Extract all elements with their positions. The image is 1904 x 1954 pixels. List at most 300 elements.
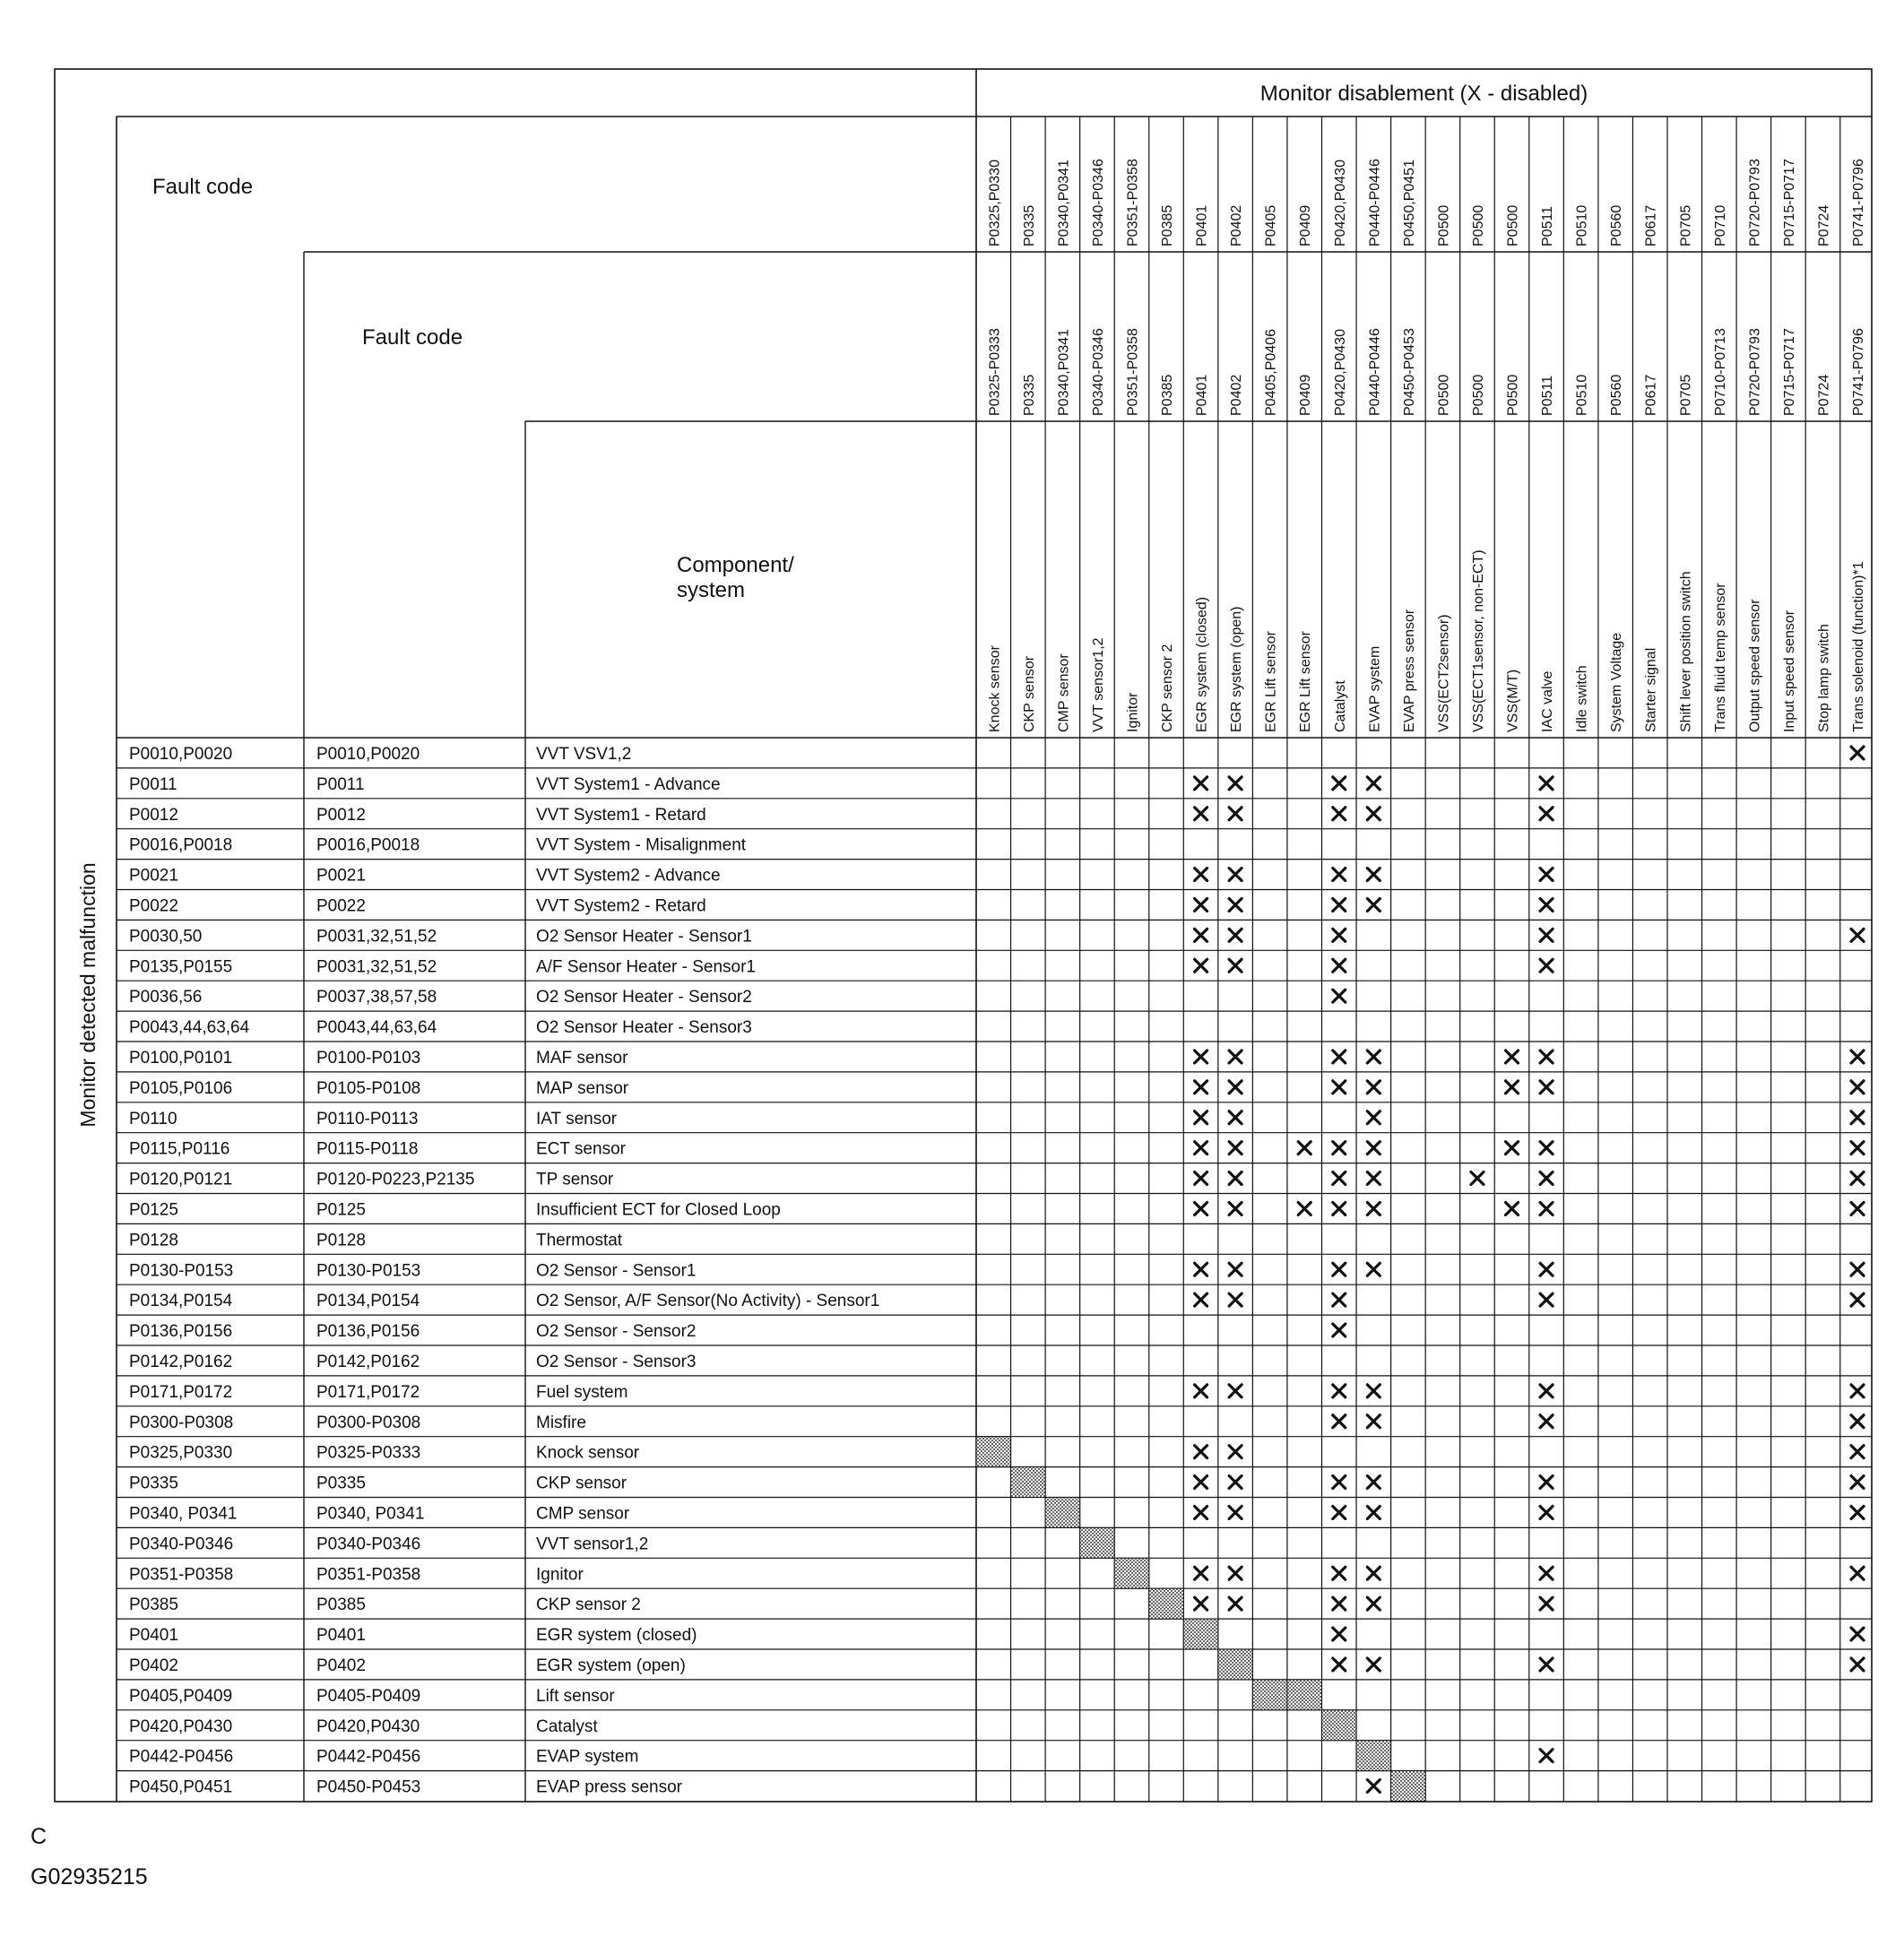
row-fault-code-2: P0100-P0103	[316, 1048, 421, 1068]
footer-letter: C	[30, 1824, 48, 1849]
disabled-x-mark	[1229, 1597, 1242, 1610]
row-fault-code-1: P0105,P0106	[129, 1078, 233, 1098]
column-code-1: P0385	[1160, 204, 1176, 246]
disabled-x-mark	[1367, 1506, 1380, 1518]
column-code-1: P0440-P0446	[1367, 159, 1383, 246]
row-component: IAT sensor	[536, 1109, 618, 1128]
disabled-x-mark	[1333, 808, 1346, 820]
disabled-x-mark	[1540, 1202, 1553, 1215]
shaded-cell	[1149, 1588, 1184, 1619]
column-code-2: P0617	[1643, 374, 1659, 416]
column-name: Trans fluid temp sensor	[1712, 583, 1728, 732]
disabled-x-mark	[1229, 808, 1242, 820]
disabled-x-mark	[1333, 1476, 1346, 1489]
row-fault-code-1: P0171,P0172	[129, 1382, 233, 1402]
disabled-x-mark	[1851, 1263, 1864, 1275]
disabled-x-mark	[1333, 1628, 1346, 1640]
row-fault-code-2: P0031,32,51,52	[316, 927, 437, 947]
column-code-1: P0325,P0330	[987, 160, 1003, 246]
column-code-1: P0715-P0717	[1781, 159, 1797, 246]
row-fault-code-2: P0335	[316, 1474, 366, 1493]
disabled-x-mark	[1851, 1202, 1864, 1215]
disabled-x-mark	[1333, 777, 1346, 790]
disabled-x-mark	[1851, 1415, 1864, 1428]
row-fault-code-1: P0012	[129, 805, 178, 825]
column-name: EVAP system	[1367, 645, 1383, 732]
row-fault-code-1: P0351-P0358	[129, 1565, 234, 1585]
row-fault-code-1: P0010,P0020	[129, 744, 233, 764]
row-component: EGR system (open)	[536, 1656, 686, 1675]
row-fault-code-1: P0021	[129, 866, 178, 886]
disabled-x-mark	[1195, 898, 1207, 911]
column-code-2: P0340-P0346	[1090, 328, 1106, 416]
shaded-cell	[976, 1437, 1011, 1467]
column-code-1: P0340,P0341	[1056, 160, 1072, 246]
row-component: VVT System2 - Advance	[536, 866, 721, 886]
disabled-x-mark	[1333, 869, 1346, 881]
disabled-x-mark	[1229, 929, 1242, 941]
row-fault-code-1: P0385	[129, 1595, 178, 1615]
disabled-x-mark	[1367, 1780, 1380, 1793]
column-code-2: P0351-P0358	[1125, 328, 1141, 416]
shaded-cell	[1183, 1619, 1218, 1649]
column-code-2: P0511	[1540, 375, 1556, 416]
row-component: O2 Sensor Heater - Sensor2	[536, 988, 752, 1007]
row-component: VVT System1 - Retard	[536, 805, 706, 825]
row-component: VVT System2 - Retard	[536, 896, 706, 916]
disabled-x-mark	[1540, 1263, 1553, 1275]
column-code-1: P0705	[1678, 204, 1694, 246]
row-fault-code-2: P0134,P0154	[316, 1292, 420, 1311]
row-fault-code-2: P0120-P0223,P2135	[316, 1170, 475, 1189]
row-fault-code-2: P0125	[316, 1200, 366, 1220]
column-code-1: P0741-P0796	[1851, 159, 1867, 246]
disabled-x-mark	[1333, 959, 1346, 972]
disabled-x-mark	[1229, 1172, 1242, 1185]
disabled-x-mark	[1195, 1567, 1207, 1579]
component-label-line2: system	[677, 578, 746, 602]
disabled-x-mark	[1229, 1142, 1242, 1154]
row-component: EGR system (closed)	[536, 1626, 697, 1646]
row-fault-code-2: P0450-P0453	[316, 1777, 421, 1797]
disabled-x-mark	[1540, 1415, 1553, 1428]
row-fault-code-1: P0110	[129, 1109, 177, 1128]
column-code-2: P0510	[1574, 374, 1590, 416]
row-fault-code-2: P0340, P0341	[316, 1504, 425, 1524]
disabled-x-mark	[1333, 898, 1346, 911]
row-fault-code-2: P0016,P0018	[316, 835, 420, 855]
figure-id: G02935215	[30, 1864, 148, 1889]
disabled-x-mark	[1367, 1263, 1380, 1275]
column-code-1: P0510	[1574, 204, 1590, 246]
column-code-1: P0710	[1712, 204, 1728, 246]
disabled-x-mark	[1540, 1658, 1553, 1671]
disabled-x-mark	[1195, 1446, 1207, 1458]
column-code-2: P0325-P0333	[987, 328, 1003, 416]
column-code-2: P0440-P0446	[1367, 328, 1383, 416]
disabled-x-mark	[1851, 1658, 1864, 1671]
row-fault-code-1: P0022	[129, 896, 178, 916]
row-fault-code-2: P0115-P0118	[316, 1139, 419, 1159]
row-fault-code-2: P0043,44,63,64	[316, 1018, 437, 1038]
monitor-disablement-title: Monitor disablement (X - disabled)	[1259, 82, 1588, 106]
column-name: VSS(M/T)	[1505, 669, 1521, 732]
disabled-x-mark	[1506, 1142, 1519, 1154]
disabled-x-mark	[1229, 1446, 1242, 1458]
row-component: Misfire	[536, 1413, 586, 1432]
row-fault-code-1: P0420,P0430	[129, 1716, 233, 1736]
disabled-x-mark	[1367, 1202, 1380, 1215]
row-fault-code-1: P0402	[129, 1656, 178, 1675]
component-label-line1: Component/	[677, 553, 794, 577]
column-name: CKP sensor	[1021, 655, 1037, 732]
column-code-2: P0710-P0713	[1712, 328, 1728, 416]
column-code-1: P0450,P0451	[1401, 160, 1417, 246]
row-component: Thermostat	[536, 1231, 623, 1250]
row-fault-code-1: P0325,P0330	[129, 1443, 233, 1463]
row-component: MAF sensor	[536, 1048, 628, 1068]
disabled-x-mark	[1229, 898, 1242, 911]
shaded-cell	[1356, 1741, 1391, 1771]
disabled-x-mark	[1851, 747, 1864, 759]
row-component: Ignitor	[536, 1565, 584, 1585]
disabled-x-mark	[1540, 1142, 1553, 1154]
disabled-x-mark	[1851, 1506, 1864, 1518]
disabled-x-mark	[1229, 1263, 1242, 1275]
disabled-x-mark	[1540, 1506, 1553, 1518]
disabled-x-mark	[1367, 1111, 1380, 1124]
row-fault-code-1: P0134,P0154	[129, 1292, 233, 1311]
column-name: VVT sensor1,2	[1090, 637, 1106, 732]
disabled-x-mark	[1540, 808, 1553, 820]
column-name: EGR Lift sensor	[1263, 631, 1279, 732]
column-name: Trans solenoid (function)*1	[1851, 561, 1867, 732]
disabled-x-mark	[1229, 1202, 1242, 1215]
disabled-x-mark	[1540, 1567, 1553, 1579]
column-code-2: P0340,P0341	[1056, 329, 1072, 416]
row-fault-code-1: P0011	[129, 774, 177, 794]
row-component: O2 Sensor - Sensor2	[536, 1322, 697, 1342]
disabled-x-mark	[1229, 1385, 1242, 1397]
row-component: TP sensor	[536, 1170, 614, 1189]
column-code-1: P0401	[1194, 204, 1210, 246]
disabled-x-mark	[1851, 1385, 1864, 1397]
row-fault-code-2: P0402	[316, 1656, 366, 1675]
row-component: Lift sensor	[536, 1686, 615, 1706]
disabled-x-mark	[1367, 1415, 1380, 1428]
row-fault-code-1: P0136,P0156	[129, 1322, 233, 1342]
disabled-x-mark	[1367, 869, 1380, 881]
row-fault-code-2: P0021	[316, 866, 366, 886]
side-label: Monitor detected malfunction	[76, 862, 100, 1128]
row-component: O2 Sensor Heater - Sensor3	[536, 1018, 752, 1038]
column-name: EGR system (closed)	[1194, 596, 1210, 732]
column-code-1: P0617	[1643, 204, 1659, 246]
row-fault-code-2: P0012	[316, 805, 366, 825]
disabled-x-mark	[1333, 1506, 1346, 1518]
disabled-x-mark	[1333, 990, 1346, 1002]
disabled-x-mark	[1195, 929, 1207, 941]
row-fault-code-1: P0016,P0018	[129, 835, 233, 855]
disabled-x-mark	[1471, 1172, 1484, 1185]
row-component: Knock sensor	[536, 1443, 640, 1463]
column-code-1: P0420,P0430	[1332, 160, 1348, 246]
disabled-x-mark	[1540, 1597, 1553, 1610]
column-name: IAC valve	[1540, 670, 1556, 732]
row-fault-code-1: P0130-P0153	[129, 1261, 234, 1281]
row-fault-code-2: P0142,P0162	[316, 1352, 420, 1371]
row-fault-code-2: P0128	[316, 1231, 366, 1250]
disabled-x-mark	[1540, 1476, 1553, 1489]
column-name: Output speed sensor	[1747, 599, 1763, 732]
row-component: O2 Sensor Heater - Sensor1	[536, 927, 752, 947]
row-fault-code-1: P0125	[129, 1200, 178, 1220]
column-name: Shift lever position switch	[1678, 571, 1694, 732]
column-name: CMP sensor	[1056, 653, 1072, 732]
disabled-x-mark	[1195, 1506, 1207, 1518]
column-name: VSS(ECT1sensor, non-ECT)	[1470, 549, 1486, 732]
disabled-x-mark	[1195, 1202, 1207, 1215]
column-name: Starter signal	[1643, 647, 1659, 732]
column-code-1: P0500	[1505, 204, 1521, 246]
column-code-2: P0450-P0453	[1401, 328, 1417, 416]
row-component: VVT System1 - Advance	[536, 774, 721, 794]
disabled-x-mark	[1540, 1050, 1553, 1063]
row-fault-code-1: P0300-P0308	[129, 1413, 234, 1432]
disabled-x-mark	[1298, 1142, 1311, 1154]
row-fault-code-1: P0340-P0346	[129, 1535, 234, 1554]
row-component: O2 Sensor, A/F Sensor(No Activity) - Sensor1	[536, 1292, 880, 1311]
disabled-x-mark	[1367, 1658, 1380, 1671]
row-fault-code-2: P0385	[316, 1595, 366, 1615]
column-name: EVAP press sensor	[1401, 609, 1417, 732]
disabled-x-mark	[1540, 1385, 1553, 1397]
shaded-cell	[1322, 1710, 1357, 1741]
column-name: Catalyst	[1332, 680, 1348, 732]
disabled-x-mark	[1851, 929, 1864, 941]
column-name: System Voltage	[1609, 632, 1625, 732]
disabled-x-mark	[1367, 1597, 1380, 1610]
disabled-x-mark	[1367, 1385, 1380, 1397]
row-component: A/F Sensor Heater - Sensor1	[536, 957, 756, 977]
disabled-x-mark	[1333, 1415, 1346, 1428]
disabled-x-mark	[1195, 808, 1207, 820]
disabled-x-mark	[1195, 1597, 1207, 1610]
disabled-x-mark	[1540, 929, 1553, 941]
column-code-1: P0500	[1436, 204, 1452, 246]
row-fault-code-2: P0325-P0333	[316, 1443, 421, 1463]
disabled-x-mark	[1333, 1658, 1346, 1671]
disabled-x-mark	[1506, 1202, 1519, 1215]
disabled-x-mark	[1333, 929, 1346, 941]
disabled-x-mark	[1367, 1050, 1380, 1063]
row-fault-code-2: P0351-P0358	[316, 1565, 421, 1585]
disabled-x-mark	[1540, 1293, 1553, 1306]
disabled-x-mark	[1229, 1111, 1242, 1124]
disabled-x-mark	[1540, 869, 1553, 881]
row-component: MAP sensor	[536, 1078, 629, 1098]
disabled-x-mark	[1333, 1385, 1346, 1397]
row-component: O2 Sensor - Sensor3	[536, 1352, 697, 1371]
row-fault-code-2: P0130-P0153	[316, 1261, 421, 1281]
row-fault-code-1: P0405,P0409	[129, 1686, 233, 1706]
row-fault-code-2: P0401	[316, 1626, 366, 1646]
row-fault-code-2: P0110-P0113	[316, 1109, 419, 1128]
disabled-x-mark	[1229, 1081, 1242, 1094]
row-component: Insufficient ECT for Closed Loop	[536, 1200, 781, 1220]
disabled-x-mark	[1195, 1081, 1207, 1094]
disabled-x-mark	[1229, 869, 1242, 881]
column-code-1: P0405	[1263, 204, 1279, 246]
row-fault-code-1: P0340, P0341	[129, 1504, 238, 1524]
disabled-x-mark	[1333, 1567, 1346, 1579]
disabled-x-mark	[1367, 1142, 1380, 1154]
disabled-x-mark	[1851, 1172, 1864, 1185]
disabled-x-mark	[1851, 1446, 1864, 1458]
disabled-x-mark	[1506, 1050, 1519, 1063]
disabled-x-mark	[1229, 1293, 1242, 1306]
disabled-x-mark	[1333, 1142, 1346, 1154]
row-fault-code-1: P0120,P0121	[129, 1170, 233, 1189]
disabled-x-mark	[1367, 1172, 1380, 1185]
disabled-x-mark	[1367, 808, 1380, 820]
row-fault-code-1: P0401	[129, 1626, 178, 1646]
disabled-x-mark	[1229, 1567, 1242, 1579]
disabled-x-mark	[1851, 1293, 1864, 1306]
column-code-2: P0724	[1816, 374, 1832, 416]
disabled-x-mark	[1195, 777, 1207, 790]
column-code-2: P0401	[1194, 374, 1210, 416]
disabled-x-mark	[1298, 1202, 1311, 1215]
row-fault-code-2: P0022	[316, 896, 366, 916]
disabled-x-mark	[1229, 1476, 1242, 1489]
fault-code-label-1: Fault code	[152, 175, 254, 199]
column-code-1: P0340-P0346	[1090, 159, 1106, 246]
row-component: EVAP system	[536, 1747, 639, 1767]
row-fault-code-2: P0442-P0456	[316, 1747, 421, 1767]
disabled-x-mark	[1367, 1081, 1380, 1094]
row-fault-code-2: P0136,P0156	[316, 1322, 420, 1342]
row-fault-code-2: P0300-P0308	[316, 1413, 421, 1432]
disabled-x-mark	[1333, 1172, 1346, 1185]
row-fault-code-1: P0135,P0155	[129, 957, 233, 977]
row-component: ECT sensor	[536, 1139, 626, 1159]
disabled-x-mark	[1333, 1050, 1346, 1063]
disabled-x-mark	[1195, 1050, 1207, 1063]
row-fault-code-2: P0037,38,57,58	[316, 988, 437, 1007]
row-fault-code-1: P0100,P0101	[129, 1048, 233, 1068]
row-fault-code-1: P0043,44,63,64	[129, 1018, 250, 1038]
disabled-x-mark	[1195, 1172, 1207, 1185]
shaded-cell	[1218, 1649, 1253, 1680]
row-fault-code-2: P0420,P0430	[316, 1716, 420, 1736]
fault-code-label-2: Fault code	[362, 325, 463, 350]
disabled-x-mark	[1333, 1202, 1346, 1215]
row-fault-code-2: P0031,32,51,52	[316, 957, 437, 977]
row-component: O2 Sensor - Sensor1	[536, 1261, 697, 1281]
column-name: CKP sensor 2	[1160, 644, 1176, 732]
column-code-2: P0420,P0430	[1332, 329, 1348, 416]
shaded-cell	[1252, 1680, 1287, 1710]
row-component: Catalyst	[536, 1716, 598, 1736]
disabled-x-mark	[1229, 1050, 1242, 1063]
column-code-1: P0409	[1298, 204, 1314, 246]
row-fault-code-2: P0171,P0172	[316, 1382, 420, 1402]
column-code-2: P0385	[1160, 374, 1176, 416]
row-fault-code-1: P0442-P0456	[129, 1747, 234, 1767]
disabled-x-mark	[1195, 1385, 1207, 1397]
row-fault-code-1: P0036,56	[129, 988, 203, 1007]
disabled-x-mark	[1333, 1293, 1346, 1306]
column-code-2: P0409	[1298, 374, 1314, 416]
disabled-x-mark	[1367, 898, 1380, 911]
disabled-x-mark	[1229, 777, 1242, 790]
row-fault-code-2: P0011	[316, 774, 365, 794]
disabled-x-mark	[1540, 898, 1553, 911]
column-name: Stop lamp switch	[1816, 624, 1832, 732]
disabled-x-mark	[1367, 1476, 1380, 1489]
row-fault-code-2: P0105-P0108	[316, 1078, 421, 1098]
column-code-2: P0560	[1609, 374, 1625, 416]
disabled-x-mark	[1540, 1750, 1553, 1762]
row-fault-code-2: P0340-P0346	[316, 1535, 421, 1554]
disabled-x-mark	[1195, 869, 1207, 881]
column-name: Knock sensor	[987, 645, 1003, 732]
disabled-x-mark	[1367, 777, 1380, 790]
row-component: CMP sensor	[536, 1504, 630, 1524]
column-code-2: P0720-P0793	[1747, 328, 1763, 416]
column-code-1: P0335	[1021, 204, 1037, 246]
row-component: VVT sensor1,2	[536, 1535, 649, 1554]
row-component: VVT System - Misalignment	[536, 835, 747, 855]
disabled-x-mark	[1851, 1111, 1864, 1124]
row-fault-code-2: P0405-P0409	[316, 1686, 421, 1706]
column-code-1: P0351-P0358	[1125, 159, 1141, 246]
disabled-x-mark	[1195, 1293, 1207, 1306]
disabled-x-mark	[1195, 1111, 1207, 1124]
disabled-x-mark	[1229, 959, 1242, 972]
column-code-2: P0405,P0406	[1263, 329, 1279, 416]
shaded-cell	[1114, 1558, 1149, 1588]
disabled-x-mark	[1851, 1628, 1864, 1640]
column-code-2: P0402	[1229, 374, 1245, 416]
row-fault-code-2: P0010,P0020	[316, 744, 420, 764]
row-component: VVT VSV1,2	[536, 744, 632, 764]
disabled-x-mark	[1851, 1142, 1864, 1154]
disabled-x-mark	[1851, 1050, 1864, 1063]
disabled-x-mark	[1506, 1081, 1519, 1094]
row-component: Fuel system	[536, 1382, 628, 1402]
column-name: Input speed sensor	[1781, 610, 1797, 732]
disabled-x-mark	[1367, 1567, 1380, 1579]
row-component: CKP sensor 2	[536, 1595, 641, 1615]
disabled-x-mark	[1851, 1476, 1864, 1489]
row-fault-code-1: P0335	[129, 1474, 178, 1493]
disabled-x-mark	[1540, 1081, 1553, 1094]
disabled-x-mark	[1851, 1567, 1864, 1579]
column-code-1: P0402	[1229, 204, 1245, 246]
column-code-1: P0511	[1540, 205, 1556, 246]
shaded-cell	[1391, 1771, 1426, 1802]
shaded-cell	[1045, 1498, 1080, 1528]
column-name: Idle switch	[1574, 665, 1590, 732]
column-name: Ignitor	[1125, 692, 1141, 732]
disabled-x-mark	[1540, 777, 1553, 790]
disabled-x-mark	[1333, 1324, 1346, 1336]
column-name: VSS(ECT2sensor)	[1436, 614, 1452, 732]
row-fault-code-1: P0450,P0451	[129, 1777, 233, 1797]
disabled-x-mark	[1229, 1506, 1242, 1518]
